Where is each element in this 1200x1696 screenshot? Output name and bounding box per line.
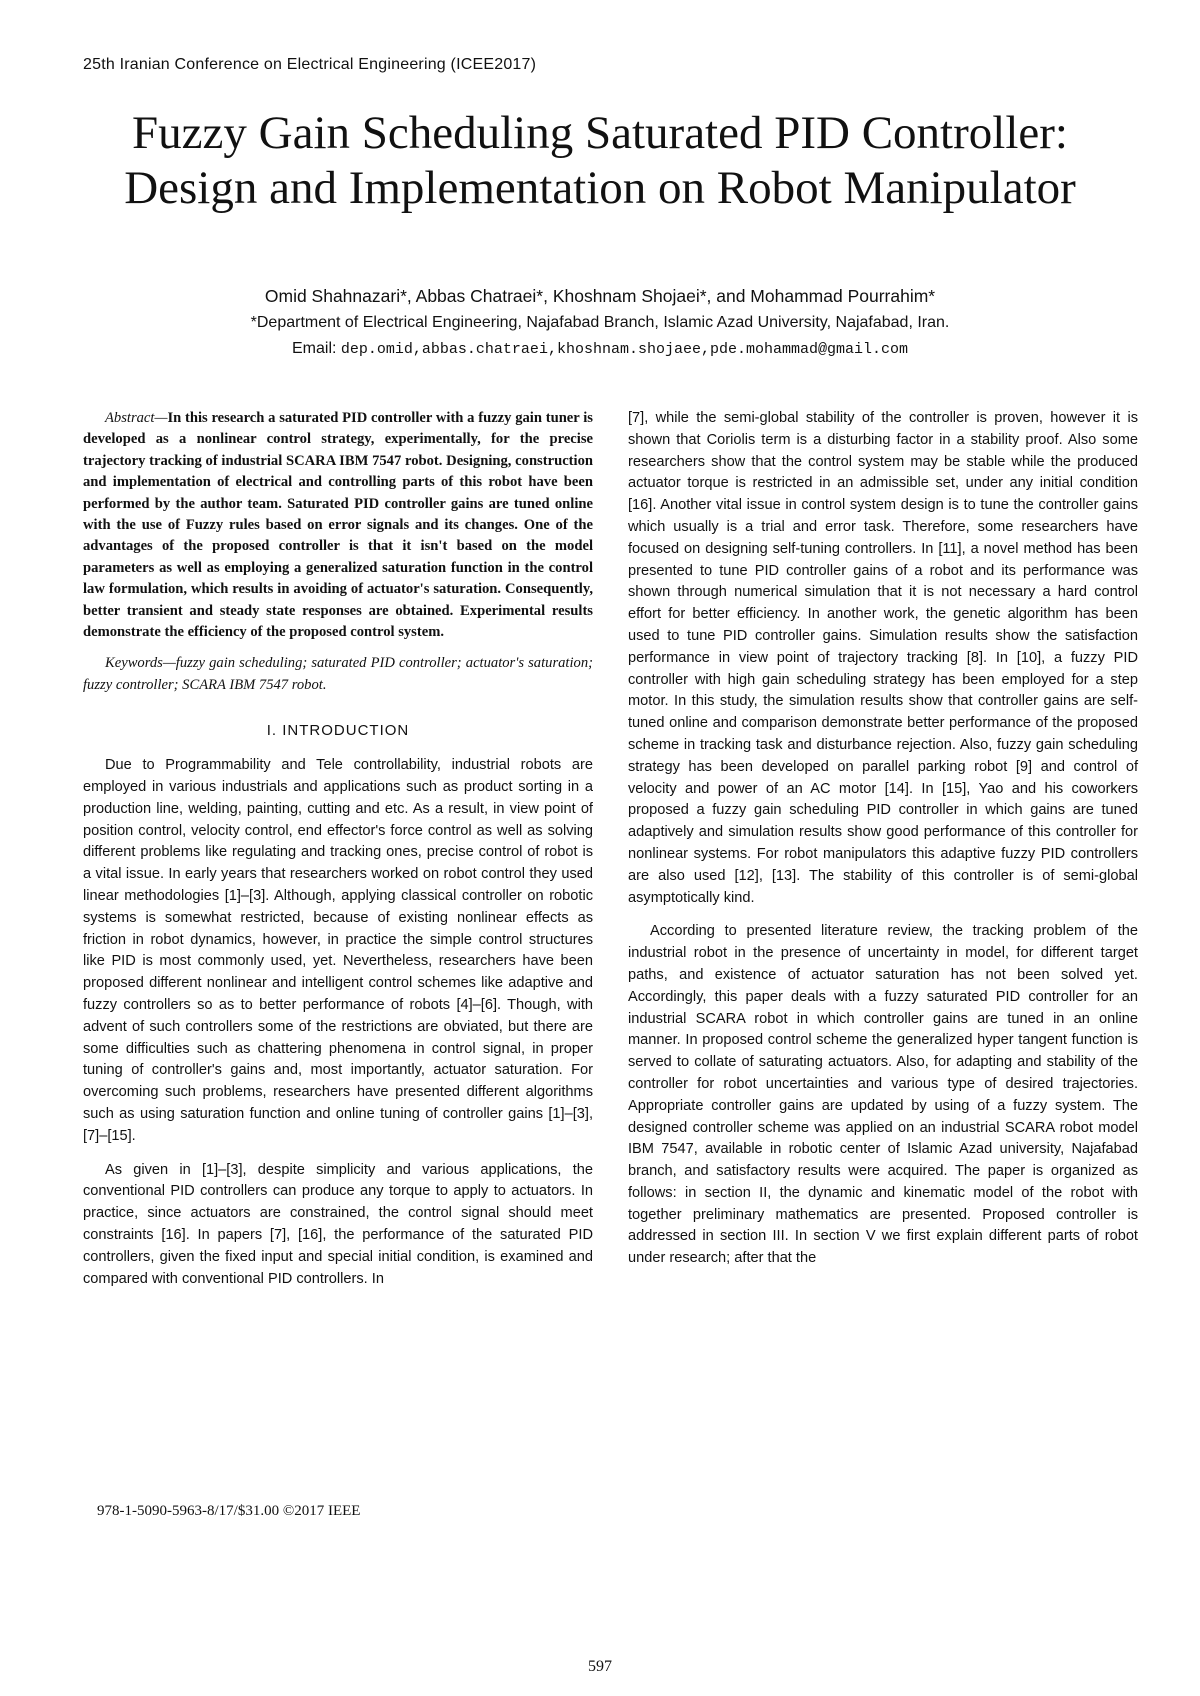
right-column <box>628 408 1138 1282</box>
title-line-2: Design and Implementation on Robot Manipulator <box>124 162 1076 214</box>
email-line <box>60 340 1140 358</box>
abstract <box>83 408 593 643</box>
copyright-notice: 978-1-5090-5963-8/17/$31.00 ©2017 IEEE <box>97 1503 361 1519</box>
affiliation: *Department of Electrical Engineering, Najafabad Branch, Islamic Azad University, Najafabad, Iran. <box>250 314 950 331</box>
section-heading-introduction: I. INTRODUCTION <box>266 722 410 740</box>
abstract-text: In this research a saturated PID controller with a fuzzy gain tuner is developed as a nonlinear control strategy, experimentally, for the precise trajectory tracking of industrial SCARA IBM 7547 robot. Designing, construction and implementation of electrical and controlling parts of this robot have been performed by the author team. Saturated PID controller gains are tuned online with the use of Fuzzy rules based on error signals and its changes. One of the advantages of the proposed controller is that it isn't based on the model parameters as well as employing a generalized saturation function in the control law formulation, which results in avoiding of actuator's saturation. Consequently, better transient and steady state responses are obtained. Experimental results demonstrate the efficiency of the proposed control system. <box>83 410 593 641</box>
conference-header: 25th Iranian Conference on Electrical Engineering (ICEE2017) <box>83 56 537 73</box>
abstract-lead: Abstract— <box>105 410 168 426</box>
email-label: Email: <box>292 340 337 357</box>
left-column <box>83 408 593 1302</box>
author-list: Omid Shahnazari*, Abbas Chatraei*, Khoshnam Shojaei*, and Mohammad Pourrahim* <box>264 286 936 306</box>
page-number: 597 <box>588 1658 612 1675</box>
intro-paragraph-4: According to presented literature review, the tracking problem of the industrial robot in the presence of uncertainty in model, for different target paths, and existence of actuator saturation has not been solved yet. Accordingly, this paper deals with a fuzzy saturated PID controller for an industrial SCARA robot in which controller gains are tuned in an online manner. In proposed control scheme the generalized hyper tangent function is served to collate of saturating actuators. Also, for adapting and stability of the controller for robot uncertainties and various type of desired trajectories. Appropriate controller gains are updated by using of a fuzzy system. The designed controller scheme was applied on an industrial SCARA robot model IBM 7547, available in robotic center of Islamic Azad university, Najafabad branch, and satisfactory results were acquired. The paper is organized as follows: in section II, the dynamic and kinematic model of the robot with together preliminary mathematics are presented. Proposed controller is addressed in section III. In section V we first explain different parts of robot under research; after that the <box>628 923 1138 1267</box>
title-line-1: Fuzzy Gain Scheduling Saturated PID Controller: <box>132 107 1068 159</box>
email-addresses: dep.omid,abbas.chatraei,khoshnam.shojaee,pde.mohammad@gmail.com <box>340 341 908 358</box>
keywords: Keywords—fuzzy gain scheduling; saturated PID controller; actuator's saturation; fuzzy controller; SCARA IBM 7547 robot. <box>83 655 593 693</box>
intro-paragraph-1: Due to Programmability and Tele controllability, industrial robots are employed in various industrials and applications such as product sorting in a production line, welding, painting, cutting and etc. As a result, in view point of position control, velocity control, end effector's force control as well as solving different problems like regulating and tracking ones, precise control of robot is a vital issue. In early years that researchers worked on robot control they used linear methodologies [1]–[3]. Although, applying classical controller on robotic systems is somewhat restricted, because of existing nonlinear effects as friction in robot dynamics, however, in practice the simple control structures like PID is most commonly used, yet. Nevertheless, researchers have been proposed different nonlinear and intelligent control schemes like adaptive and fuzzy controllers so as to better performance of robots [4]–[6]. Though, with advent of such controllers some of the restrictions are obviated, but there are some difficulties such as chattering phenomena in control signal, in proper tuning of controller's gains and, most importantly, actuator saturation. For overcoming such problems, researchers have presented different algorithms such as using saturation function and online tuning of controller gains [1]–[3], [7]–[15]. <box>83 757 593 1144</box>
intro-paragraph-2: As given in [1]–[3], despite simplicity and various applications, the conventional PID controllers can produce any torque to apply to actuators. In practice, since actuators are constrained, the control signal should meet constraints [16]. In papers [7], [16], the performance of the saturated PID controllers, given the fixed input and special initial condition, is examined and compared with conventional PID controllers. In <box>83 1161 593 1287</box>
paper-title <box>60 106 1140 216</box>
intro-paragraph-3: [7], while the semi-global stability of the controller is proven, however it is shown that Coriolis term is a disturbing factor in a stability proof. Also some researchers show that the control system may be stable while the produced actuator torque is restricted in an admissible set, under any initial condition [16]. Another vital issue in control system design is to tune the controller gains which usually is a trial and error task. Therefore, some researchers have focused on designing self-tuning controllers. In [11], a novel method has been presented to tune PID controller gains of a robot and its performance was shown through numerical simulation that it is not necessary a hard control effort for better efficiency. In another work, the genetic algorithm has been used to tune PID controller gains. Simulation results show the satisfaction performance in view point of trajectory tracking [8]. In [10], a fuzzy PID controller with high gain scheduling strategy has been employed for a step motor. In this study, the simulation results show that controller gains are self-tuned online and comparison demonstrate better performance of the proposed scheme in tracking task and disturbance rejection. Also, fuzzy gain scheduling strategy has been developed on parallel parking robot [9] and control of velocity and power of an AC motor [14]. In [15], Yao and his coworkers proposed a fuzzy gain scheduling PID controller in which gains are tuned adaptively and simulation results show good performance of this controller for nonlinear systems. For robot manipulators this adaptive fuzzy PID controllers are also used [12], [13]. The stability of this controller is of semi-global asymptotically kind. <box>628 410 1138 906</box>
